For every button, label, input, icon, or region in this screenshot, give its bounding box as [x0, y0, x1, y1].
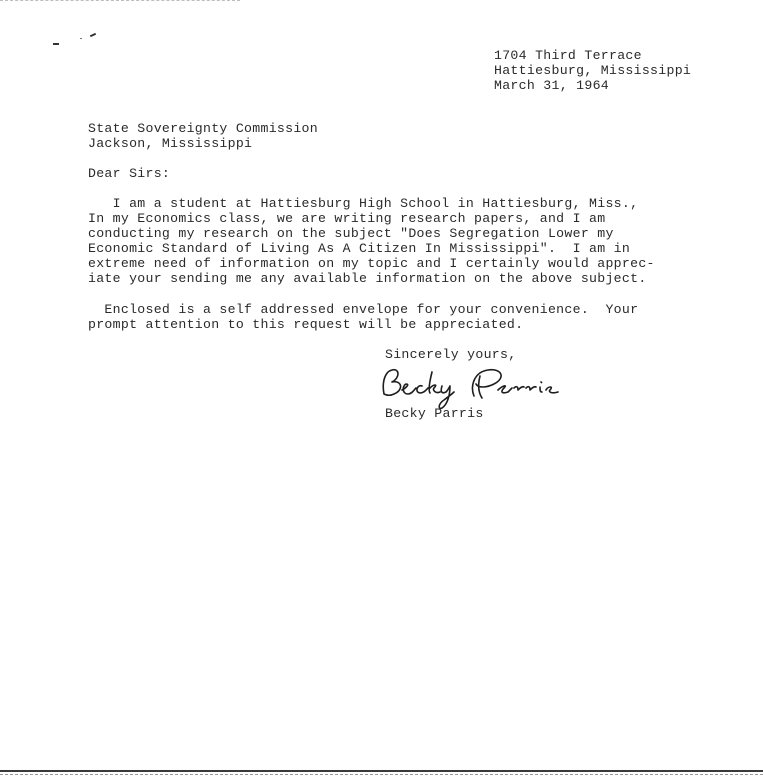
body-line: Economic Standard of Living As A Citizen In Mississippi". I am in: [88, 241, 631, 256]
scan-speck: [90, 33, 96, 37]
handwritten-signature: [376, 362, 576, 410]
signer-name: Becky Parris: [385, 406, 484, 421]
signature-stroke: [473, 370, 558, 398]
scan-speck: [80, 38, 82, 39]
body-line: conducting my research on the subject "Does Segregation Lower my: [88, 226, 614, 241]
sender-street: 1704 Third Terrace: [494, 48, 642, 63]
signature-stroke: [383, 370, 454, 409]
scan-edge-bottom: [0, 774, 763, 775]
salutation: Dear Sirs:: [88, 166, 171, 181]
body-line: Enclosed is a self addressed envelope for your convenience. Your: [88, 302, 639, 317]
body-line: In my Economics class, we are writing research papers, and I am: [88, 211, 606, 226]
scan-edge-top: [0, 0, 240, 3]
letter-date: March 31, 1964: [494, 78, 609, 93]
scan-edge-bottom: [0, 770, 763, 772]
sender-city: Hattiesburg, Mississippi: [494, 63, 692, 78]
recipient-name: State Sovereignty Commission: [88, 121, 318, 136]
body-line: iate your sending me any available information on the above subject.: [88, 271, 647, 286]
body-line: I am a student at Hattiesburg High School in Hattiesburg, Miss.,: [88, 196, 639, 211]
recipient-location: Jackson, Mississippi: [88, 136, 253, 151]
closing: Sincerely yours,: [385, 347, 517, 362]
body-line: prompt attention to this request will be appreciated.: [88, 317, 524, 332]
body-line: extreme need of information on my topic and I certainly would apprec-: [88, 256, 655, 271]
scan-speck: [53, 43, 59, 45]
